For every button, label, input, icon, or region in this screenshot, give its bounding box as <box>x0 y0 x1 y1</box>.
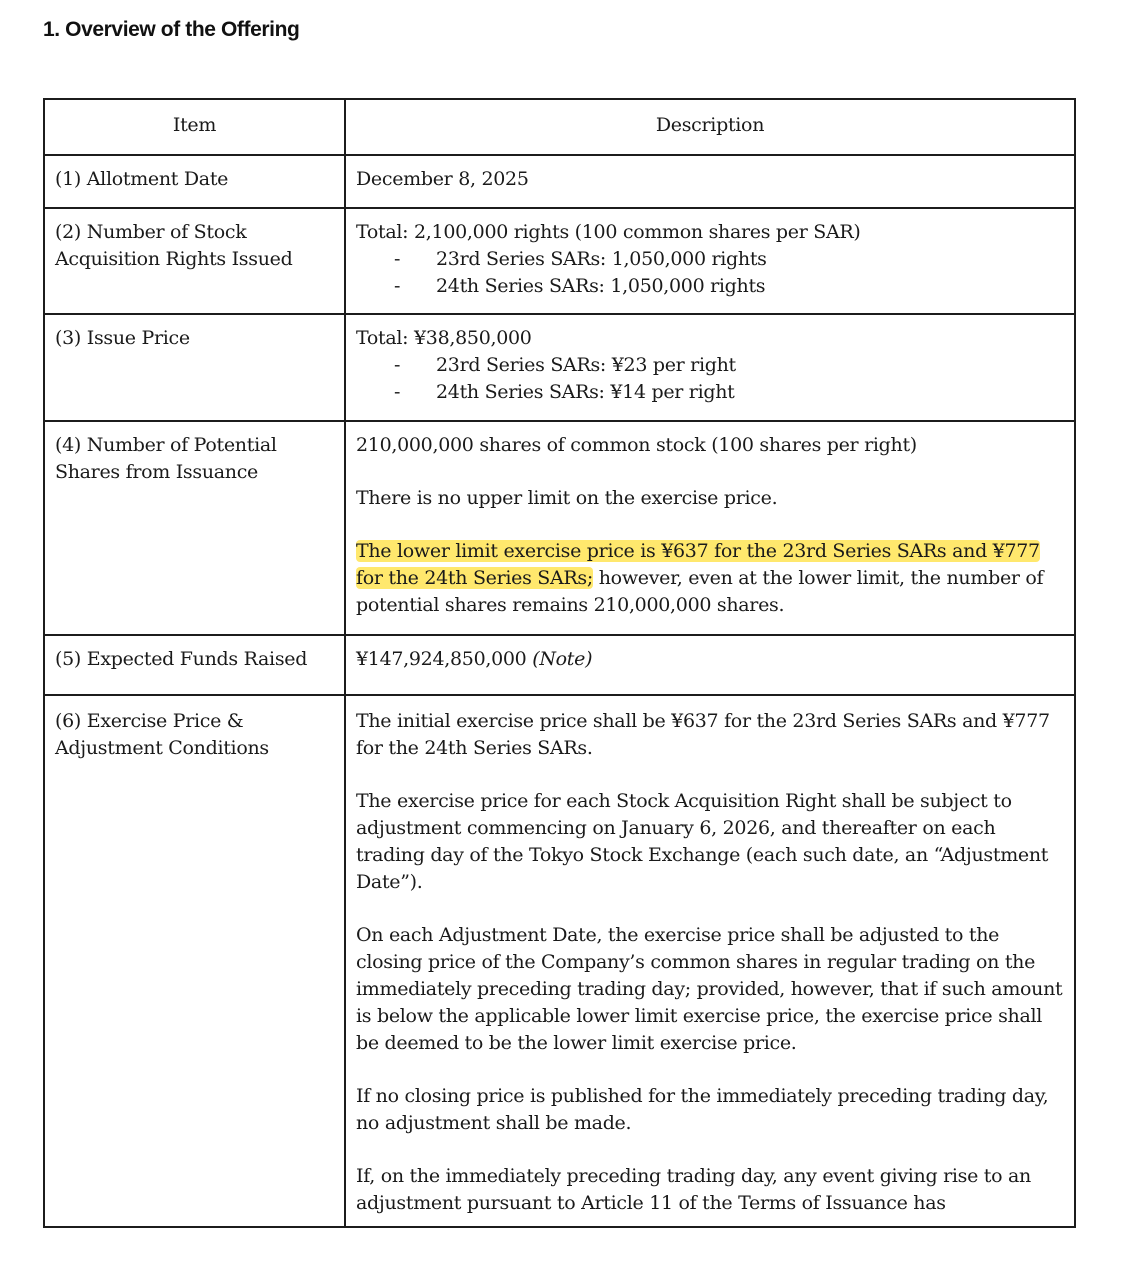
paragraph: 210,000,000 shares of common stock (100 shares per right) <box>356 434 917 456</box>
table-row-rights-issued <box>44 208 1075 314</box>
paragraph: The exercise price for each Stock Acquisition Right shall be subject to adjustment commencing on January 6, 2026, and thereafter on each trading day of the Tokyo Stock Exchange (each such date, an “Adjustment Date”). <box>356 790 1049 893</box>
list-item <box>356 273 1064 300</box>
dash-bullet: - <box>394 381 401 403</box>
list-item-text: 24th Series SARs: 1,050,000 rights <box>436 275 766 297</box>
dash-bullet: - <box>394 354 401 376</box>
highlighted-text: The lower limit exercise price is ¥637 for the 23rd Series SARs and ¥777 for the 24th Series SARs; <box>356 540 1040 589</box>
list-item-text: 24th Series SARs: ¥14 per right <box>436 381 735 403</box>
description-cell <box>345 421 1075 635</box>
note-reference: (Note) <box>532 648 593 670</box>
total-line: Total: 2,100,000 rights (100 common shares per SAR) <box>356 221 861 243</box>
funds-amount: ¥147,924,850,000 <box>356 648 527 670</box>
list-item <box>356 379 1064 406</box>
list-item-text: 23rd Series SARs: ¥23 per right <box>436 354 736 376</box>
paragraph-text: however, even at the lower limit, the number of potential shares remains 210,000,000 shares. <box>356 567 1044 616</box>
paragraph: If no closing price is published for the immediately preceding trading day, no adjustment shall be made. <box>356 1085 1049 1134</box>
paragraph: The initial exercise price shall be ¥637 for the 23rd Series SARs and ¥777 for the 24th Series SARs. <box>356 710 1050 759</box>
paragraph: On each Adjustment Date, the exercise price shall be adjusted to the closing price of the Company’s common shares in regular trading on the immediately preceding trading day; provided, however, that if such amount is below the applicable lower limit exercise price, the exercise price shall be deemed to be the lower limit exercise price. <box>356 924 1063 1054</box>
description-cell: December 8, 2025 <box>345 155 1075 208</box>
table-row-allotment-date <box>44 155 1075 208</box>
item-cell: (3) Issue Price <box>44 314 345 421</box>
item-cell: (5) Expected Funds Raised <box>44 635 345 695</box>
offering-overview-table <box>43 98 1076 1228</box>
list-item-text: 23rd Series SARs: 1,050,000 rights <box>436 248 767 270</box>
description-cell <box>345 208 1075 314</box>
item-cell: (1) Allotment Date <box>44 155 345 208</box>
table-row-funds-raised <box>44 635 1075 695</box>
paragraph <box>356 538 1064 619</box>
table-header-row <box>44 99 1075 155</box>
description-cell <box>345 635 1075 695</box>
table-row-issue-price <box>44 314 1075 421</box>
paragraph: If, on the immediately preceding trading day, any event giving rise to an adjustment pursuant to Article 11 of the Terms of Issuance has <box>356 1165 1031 1214</box>
table-row-potential-shares <box>44 421 1075 635</box>
column-header-description: Description <box>345 99 1075 155</box>
list-item <box>356 352 1064 379</box>
section-title: 1. Overview of the Offering <box>43 18 300 41</box>
table-row-exercise-price <box>44 695 1075 1227</box>
description-cell <box>345 695 1075 1227</box>
column-header-item: Item <box>44 99 345 155</box>
item-cell: (2) Number of Stock Acquisition Rights Issued <box>44 208 345 314</box>
item-cell: (6) Exercise Price & Adjustment Conditions <box>44 695 345 1227</box>
dash-bullet: - <box>394 248 401 270</box>
item-cell: (4) Number of Potential Shares from Issuance <box>44 421 345 635</box>
list-item <box>356 246 1064 273</box>
dash-bullet: - <box>394 275 401 297</box>
description-cell <box>345 314 1075 421</box>
total-line: Total: ¥38,850,000 <box>356 327 532 349</box>
paragraph: There is no upper limit on the exercise price. <box>356 487 778 509</box>
